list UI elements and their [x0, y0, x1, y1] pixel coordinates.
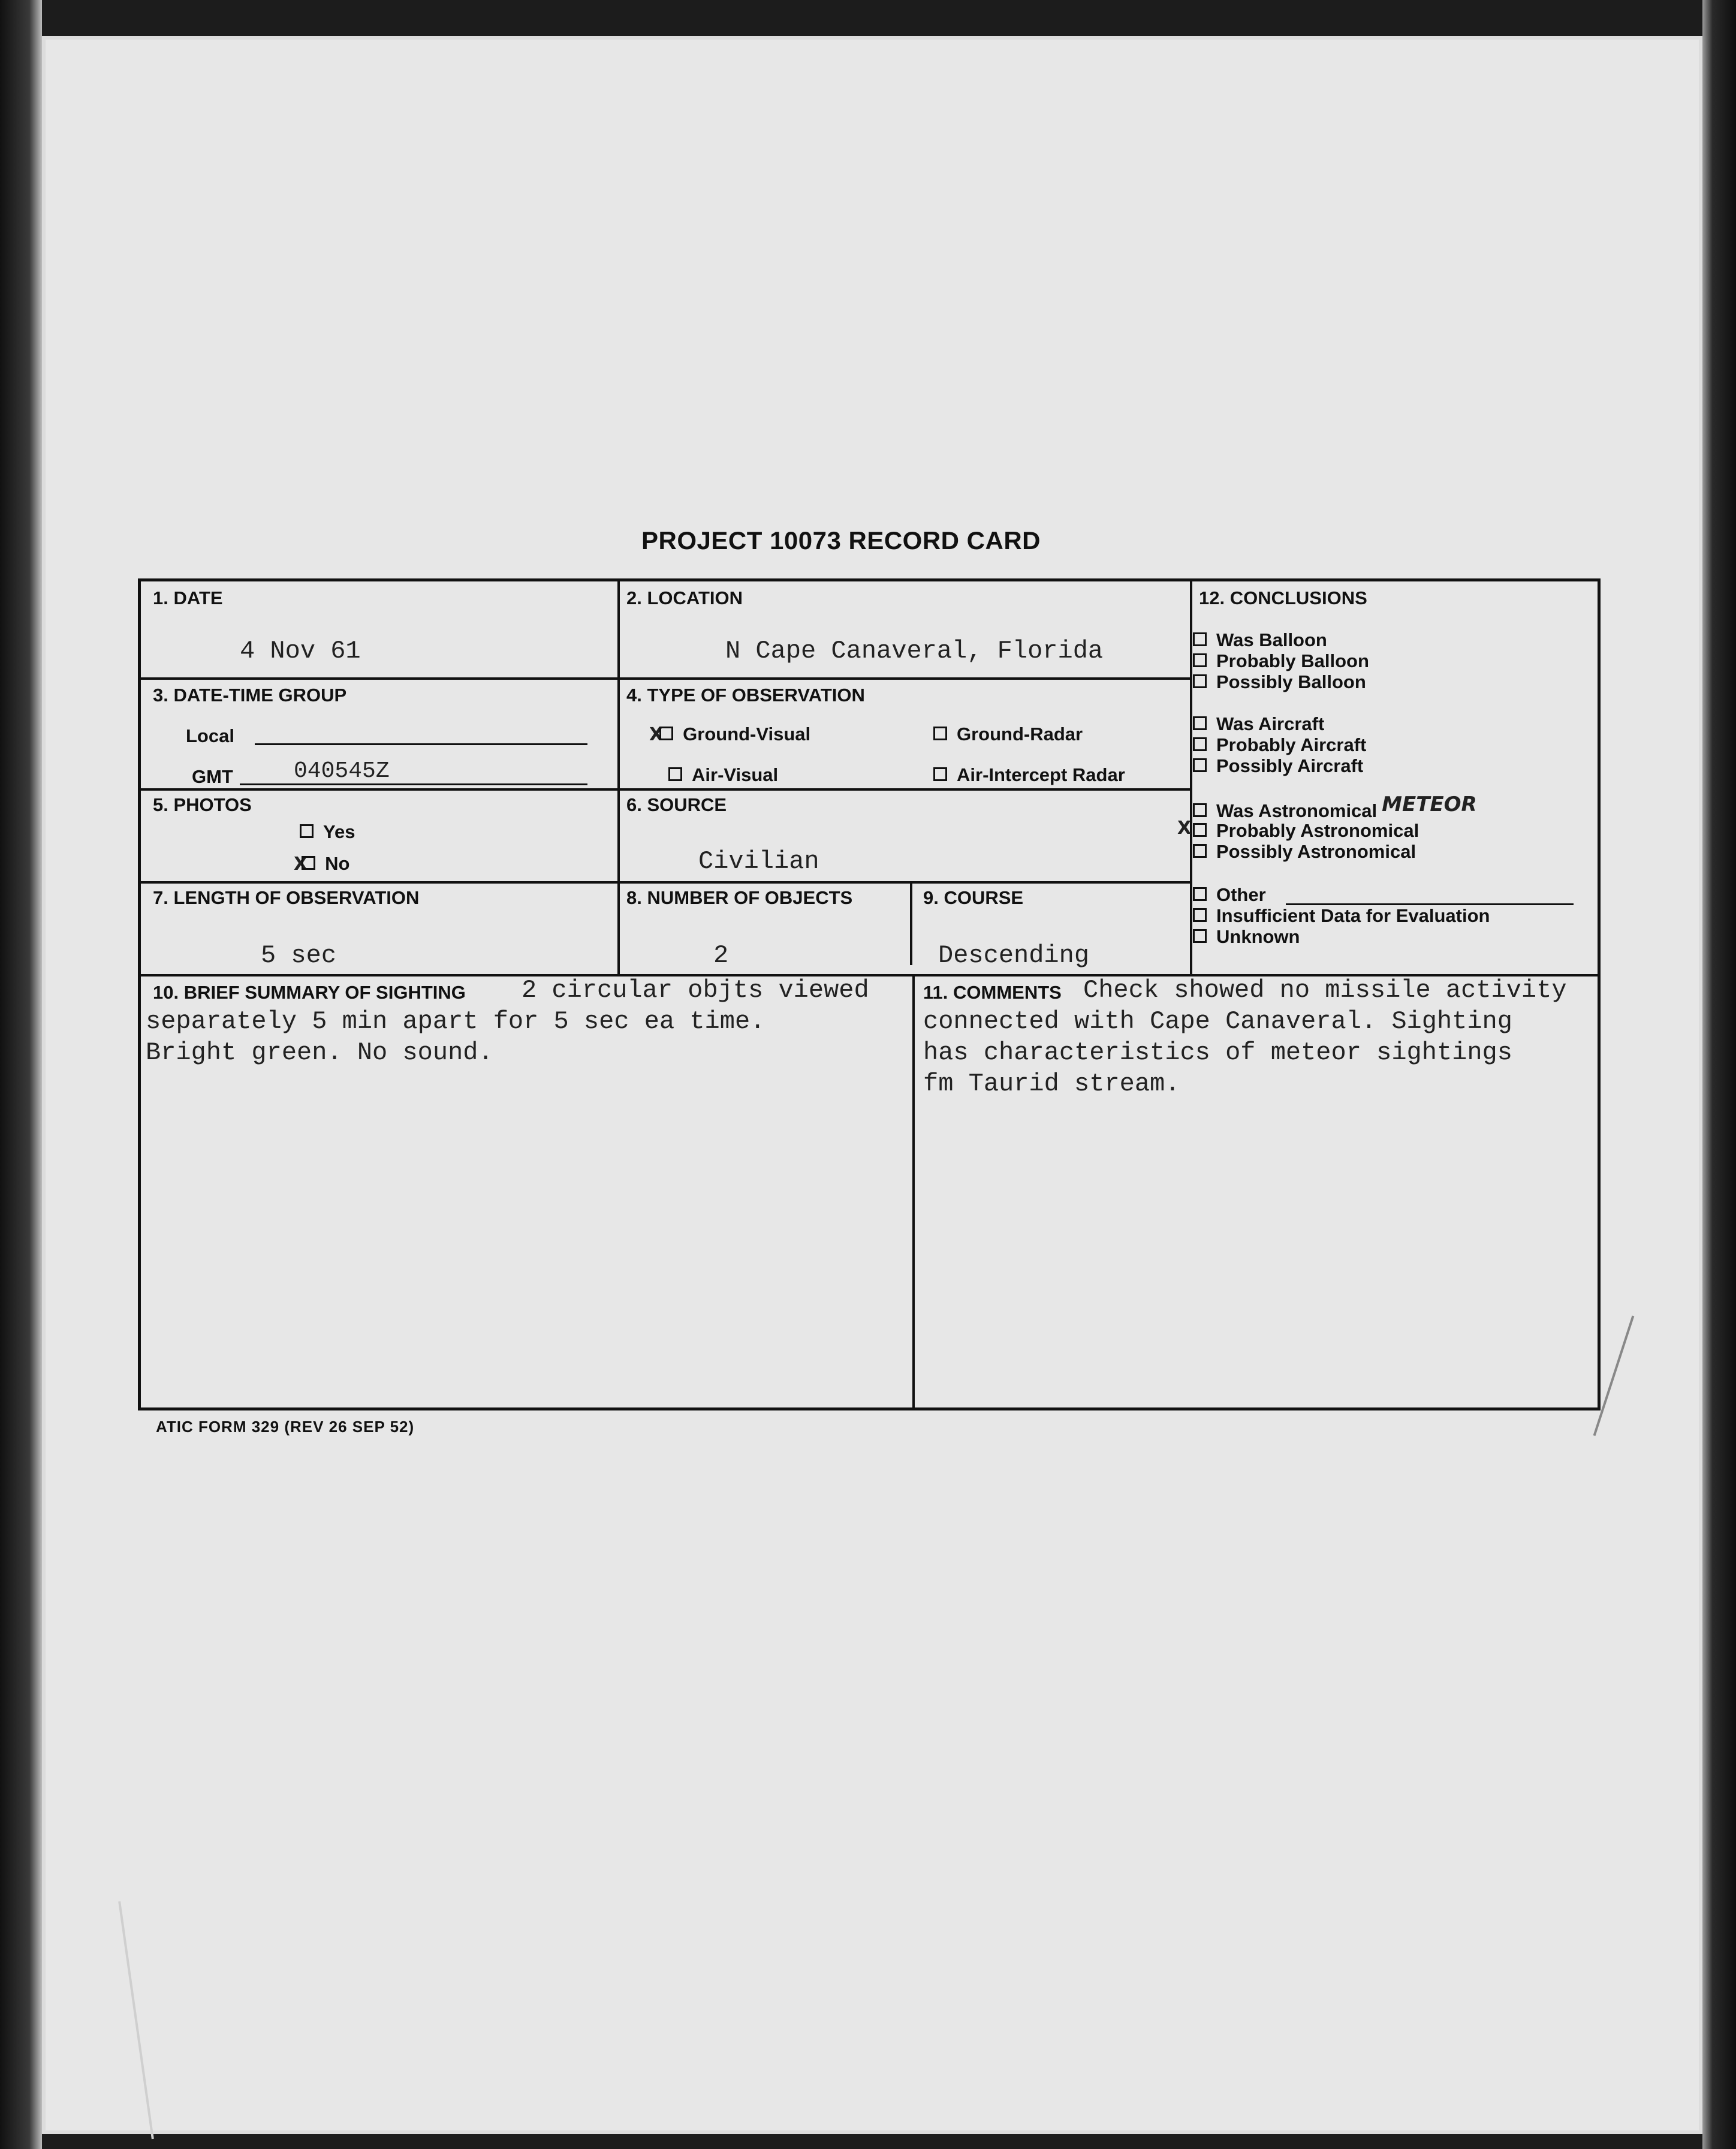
conclusion-text: Unknown — [1216, 926, 1300, 947]
divider-v1 — [617, 581, 620, 974]
conclusion-checkbox — [1193, 887, 1207, 901]
probably-astronomical-mark: X — [1177, 818, 1192, 839]
photos-no-text: No — [325, 853, 350, 874]
photos-yes-text: Yes — [323, 821, 355, 842]
conclusion-unknown — [1193, 926, 1300, 948]
conclusion-text: Was Balloon — [1216, 629, 1327, 650]
ground-visual-checkbox — [659, 727, 673, 740]
conclusion-possibly-balloon — [1193, 671, 1366, 693]
conclusion-checkbox — [1193, 758, 1207, 772]
course-value: Descending — [938, 941, 1090, 970]
ground-radar-text: Ground-Radar — [957, 724, 1083, 745]
photos-no-checkbox — [302, 856, 315, 870]
divider-h1 — [141, 677, 1190, 680]
conclusion-text: Possibly Astronomical — [1216, 841, 1416, 862]
conclusion-text: Probably Balloon — [1216, 650, 1369, 671]
dtg-label: 3. DATE-TIME GROUP — [153, 685, 347, 706]
photos-yes-checkbox — [300, 824, 314, 838]
divider-h2 — [141, 788, 1190, 791]
comments-line-4: fm Taurid stream. — [923, 1069, 1180, 1098]
conclusions-label: 12. CONCLUSIONS — [1199, 587, 1367, 608]
record-card-form — [138, 578, 1601, 1410]
conclusion-was-balloon — [1193, 629, 1327, 651]
divider-v4 — [912, 974, 915, 1407]
conclusion-probably-balloon — [1193, 650, 1369, 672]
divider-v2 — [1190, 581, 1192, 974]
conclusion-text: Probably Astronomical — [1216, 820, 1419, 841]
date-label: 1. DATE — [153, 587, 223, 608]
divider-h3 — [141, 881, 1190, 884]
conclusion-probably-aircraft — [1193, 734, 1366, 756]
conclusion-text: Possibly Aircraft — [1216, 755, 1364, 776]
conclusion-possibly-aircraft — [1193, 755, 1363, 777]
gmt-label: GMT — [192, 766, 233, 787]
ground-radar-option — [933, 724, 1083, 745]
conclusion-text: Other — [1216, 884, 1266, 905]
ground-radar-checkbox — [933, 727, 947, 740]
observation-type-label: 4. TYPE OF OBSERVATION — [626, 685, 865, 706]
location-value: N Cape Canaveral, Florida — [725, 637, 1104, 665]
gmt-value: 040545Z — [294, 758, 390, 784]
conclusion-checkbox — [1193, 803, 1207, 817]
conclusion-was-aircraft — [1193, 713, 1324, 735]
source-value: Civilian — [698, 847, 819, 876]
conclusion-checkbox — [1193, 653, 1207, 667]
ground-visual-text: Ground-Visual — [683, 724, 811, 745]
conclusion-insufficient-data — [1193, 905, 1490, 927]
film-right-edge — [1702, 0, 1736, 2149]
conclusion-text: Was Astronomical — [1216, 800, 1378, 821]
photos-yes-option — [300, 821, 355, 843]
divider-v3 — [910, 881, 912, 965]
conclusion-checkbox — [1193, 844, 1207, 858]
conclusion-was-astronomical — [1193, 792, 1477, 822]
summary-line-1: 2 circular objts viewed — [522, 976, 869, 1005]
photos-no-option — [294, 853, 349, 875]
air-intercept-option — [933, 764, 1125, 786]
date-value: 4 Nov 61 — [240, 637, 361, 665]
ground-visual-mark: X — [649, 724, 664, 745]
conclusion-text: Insufficient Data for Evaluation — [1216, 905, 1490, 926]
course-label: 9. COURSE — [923, 887, 1024, 908]
conclusion-text: Possibly Balloon — [1216, 671, 1366, 692]
source-label: 6. SOURCE — [626, 794, 727, 815]
conclusion-possibly-astronomical — [1193, 841, 1416, 863]
conclusion-checkbox — [1193, 929, 1207, 943]
location-label: 2. LOCATION — [626, 587, 743, 608]
length-value: 5 sec — [261, 941, 337, 970]
comments-line-3: has characteristics of meteor sightings — [923, 1038, 1512, 1067]
conclusion-checkbox — [1193, 716, 1207, 730]
conclusion-other — [1193, 884, 1266, 906]
conclusion-probably-astronomical — [1177, 818, 1419, 842]
conclusion-checkbox — [1193, 737, 1207, 751]
conclusion-text: Was Aircraft — [1216, 713, 1325, 734]
air-visual-option — [668, 764, 778, 786]
photos-no-mark: X — [294, 854, 308, 875]
comments-line-2: connected with Cape Canaveral. Sighting — [923, 1007, 1512, 1036]
card-title: PROJECT 10073 RECORD CARD — [641, 526, 1041, 554]
ground-visual-option — [649, 724, 810, 745]
summary-line-3: Bright green. No sound. — [146, 1038, 493, 1067]
meteor-handwritten-note: METEOR — [1382, 792, 1477, 816]
gmt-underline — [240, 783, 587, 785]
conclusion-checkbox — [1193, 823, 1207, 837]
air-intercept-checkbox — [933, 767, 947, 781]
conclusion-checkbox — [1193, 674, 1207, 688]
length-label: 7. LENGTH OF OBSERVATION — [153, 887, 420, 908]
form-footer: ATIC FORM 329 (REV 26 SEP 52) — [156, 1418, 415, 1436]
photos-label: 5. PHOTOS — [153, 794, 252, 815]
summary-line-2: separately 5 min apart for 5 sec ea time. — [146, 1007, 765, 1036]
air-visual-checkbox — [668, 767, 682, 781]
comments-line-1: Check showed no missile activity — [1083, 976, 1567, 1005]
conclusion-text: Probably Aircraft — [1216, 734, 1367, 755]
conclusion-checkbox — [1193, 908, 1207, 922]
objects-value: 2 — [713, 941, 729, 970]
local-underline — [255, 743, 587, 745]
conclusion-checkbox — [1193, 632, 1207, 646]
comments-label: 11. COMMENTS — [923, 982, 1062, 1003]
local-label: Local — [186, 725, 234, 746]
summary-label: 10. BRIEF SUMMARY OF SIGHTING — [153, 982, 466, 1003]
air-visual-text: Air-Visual — [692, 764, 779, 785]
objects-label: 8. NUMBER OF OBJECTS — [626, 887, 853, 908]
film-left-edge — [0, 0, 42, 2149]
air-intercept-text: Air-Intercept Radar — [957, 764, 1125, 785]
